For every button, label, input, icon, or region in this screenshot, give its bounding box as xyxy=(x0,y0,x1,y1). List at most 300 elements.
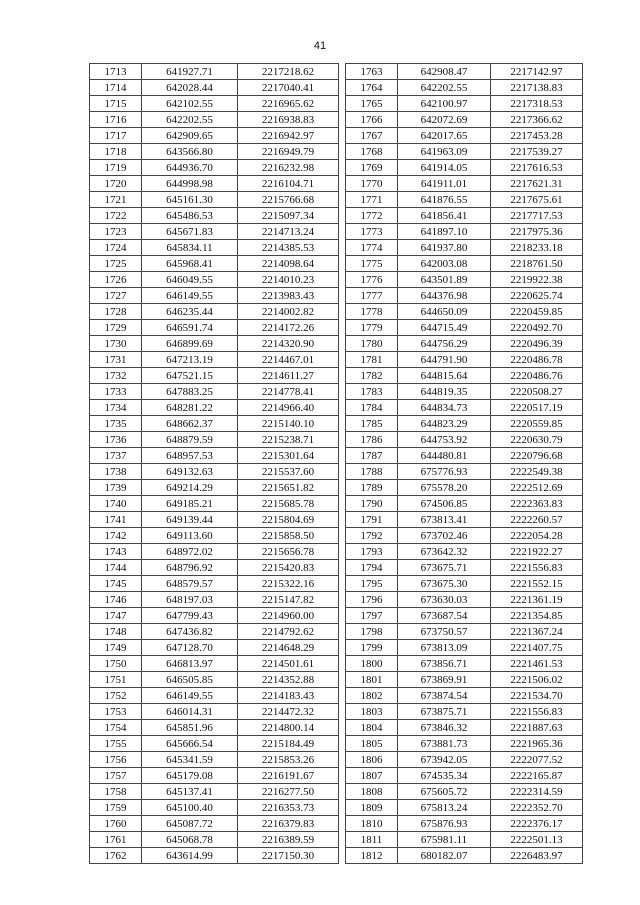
x-coordinate-cell: 642202.55 xyxy=(142,112,238,128)
y-coordinate-cell: 2215685.78 xyxy=(238,496,339,512)
y-coordinate-cell: 2215853.26 xyxy=(238,752,339,768)
table-row xyxy=(346,384,583,400)
y-coordinate-cell: 2217539.27 xyxy=(491,144,583,160)
point-number-cell: 1785 xyxy=(346,416,398,432)
table-row xyxy=(90,368,339,384)
table-row xyxy=(90,640,339,656)
point-number-cell: 1800 xyxy=(346,656,398,672)
x-coordinate-cell: 643501.89 xyxy=(398,272,491,288)
table-row xyxy=(90,624,339,640)
y-coordinate-cell: 2214172.26 xyxy=(238,320,339,336)
y-coordinate-cell: 2222165.87 xyxy=(491,768,583,784)
table-row xyxy=(90,480,339,496)
x-coordinate-cell: 673750.57 xyxy=(398,624,491,640)
x-coordinate-cell: 673675.71 xyxy=(398,560,491,576)
point-number-cell: 1803 xyxy=(346,704,398,720)
point-number-cell: 1723 xyxy=(90,224,142,240)
x-coordinate-cell: 675578.20 xyxy=(398,480,491,496)
point-number-cell: 1760 xyxy=(90,816,142,832)
table-row xyxy=(346,800,583,816)
table-row xyxy=(90,208,339,224)
point-number-cell: 1782 xyxy=(346,368,398,384)
point-number-cell: 1750 xyxy=(90,656,142,672)
table-row xyxy=(346,720,583,736)
y-coordinate-cell: 2214966.40 xyxy=(238,400,339,416)
y-coordinate-cell: 2214611.27 xyxy=(238,368,339,384)
x-coordinate-cell: 641897.10 xyxy=(398,224,491,240)
table-row xyxy=(90,736,339,752)
y-coordinate-cell: 2215097.34 xyxy=(238,208,339,224)
point-number-cell: 1776 xyxy=(346,272,398,288)
point-number-cell: 1737 xyxy=(90,448,142,464)
table-row xyxy=(90,384,339,400)
table-row xyxy=(346,304,583,320)
table-row xyxy=(90,576,339,592)
x-coordinate-cell: 673675.30 xyxy=(398,576,491,592)
y-coordinate-cell: 2214713.24 xyxy=(238,224,339,240)
y-coordinate-cell: 2215656.78 xyxy=(238,544,339,560)
table-row xyxy=(90,560,339,576)
x-coordinate-cell: 645100.40 xyxy=(142,800,238,816)
x-coordinate-cell: 642908.47 xyxy=(398,64,491,80)
x-coordinate-cell: 646149.55 xyxy=(142,288,238,304)
point-number-cell: 1788 xyxy=(346,464,398,480)
table-row xyxy=(346,752,583,768)
table-row xyxy=(346,832,583,848)
y-coordinate-cell: 2217616.53 xyxy=(491,160,583,176)
table-row xyxy=(90,304,339,320)
table-row xyxy=(90,96,339,112)
y-coordinate-cell: 2217975.36 xyxy=(491,224,583,240)
y-coordinate-cell: 2222314.59 xyxy=(491,784,583,800)
y-coordinate-cell: 2215420.83 xyxy=(238,560,339,576)
x-coordinate-cell: 644753.92 xyxy=(398,432,491,448)
x-coordinate-cell: 673630.03 xyxy=(398,592,491,608)
table-row xyxy=(90,608,339,624)
y-coordinate-cell: 2221461.53 xyxy=(491,656,583,672)
y-coordinate-cell: 2215537.60 xyxy=(238,464,339,480)
point-number-cell: 1783 xyxy=(346,384,398,400)
point-number-cell: 1742 xyxy=(90,528,142,544)
coordinate-table-right xyxy=(345,63,583,864)
point-number-cell: 1808 xyxy=(346,784,398,800)
x-coordinate-cell: 645137.41 xyxy=(142,784,238,800)
x-coordinate-cell: 645179.08 xyxy=(142,768,238,784)
y-coordinate-cell: 2221556.83 xyxy=(491,704,583,720)
y-coordinate-cell: 2219922.38 xyxy=(491,272,583,288)
x-coordinate-cell: 646014.31 xyxy=(142,704,238,720)
table-row xyxy=(346,704,583,720)
y-coordinate-cell: 2214010.23 xyxy=(238,272,339,288)
table-row xyxy=(346,192,583,208)
point-number-cell: 1753 xyxy=(90,704,142,720)
point-number-cell: 1801 xyxy=(346,672,398,688)
y-coordinate-cell: 2217040.41 xyxy=(238,80,339,96)
table-row xyxy=(90,176,339,192)
y-coordinate-cell: 2214002.82 xyxy=(238,304,339,320)
table-row xyxy=(346,688,583,704)
point-number-cell: 1780 xyxy=(346,336,398,352)
point-number-cell: 1719 xyxy=(90,160,142,176)
point-number-cell: 1749 xyxy=(90,640,142,656)
table-row xyxy=(346,368,583,384)
point-number-cell: 1798 xyxy=(346,624,398,640)
y-coordinate-cell: 2222549.38 xyxy=(491,464,583,480)
x-coordinate-cell: 645161.30 xyxy=(142,192,238,208)
x-coordinate-cell: 673856.71 xyxy=(398,656,491,672)
point-number-cell: 1757 xyxy=(90,768,142,784)
y-coordinate-cell: 2216389.59 xyxy=(238,832,339,848)
point-number-cell: 1793 xyxy=(346,544,398,560)
table-row xyxy=(346,256,583,272)
x-coordinate-cell: 648662.37 xyxy=(142,416,238,432)
y-coordinate-cell: 2221367.24 xyxy=(491,624,583,640)
x-coordinate-cell: 646899.69 xyxy=(142,336,238,352)
point-number-cell: 1762 xyxy=(90,848,142,864)
point-number-cell: 1805 xyxy=(346,736,398,752)
table-row xyxy=(346,464,583,480)
x-coordinate-cell: 649132.63 xyxy=(142,464,238,480)
y-coordinate-cell: 2226483.97 xyxy=(491,848,583,864)
point-number-cell: 1734 xyxy=(90,400,142,416)
point-number-cell: 1796 xyxy=(346,592,398,608)
table-row xyxy=(90,848,339,864)
x-coordinate-cell: 641876.55 xyxy=(398,192,491,208)
table-row xyxy=(90,752,339,768)
page-number: 41 xyxy=(313,40,327,52)
y-coordinate-cell: 2214501.61 xyxy=(238,656,339,672)
table-row xyxy=(90,240,339,256)
table-row xyxy=(346,112,583,128)
point-number-cell: 1730 xyxy=(90,336,142,352)
table-row xyxy=(90,416,339,432)
point-number-cell: 1809 xyxy=(346,800,398,816)
point-number-cell: 1764 xyxy=(346,80,398,96)
y-coordinate-cell: 2221922.27 xyxy=(491,544,583,560)
y-coordinate-cell: 2221354.85 xyxy=(491,608,583,624)
y-coordinate-cell: 2216191.67 xyxy=(238,768,339,784)
table-row xyxy=(346,624,583,640)
x-coordinate-cell: 646049.55 xyxy=(142,272,238,288)
point-number-cell: 1774 xyxy=(346,240,398,256)
y-coordinate-cell: 2216965.62 xyxy=(238,96,339,112)
y-coordinate-cell: 2216949.79 xyxy=(238,144,339,160)
y-coordinate-cell: 2222363.83 xyxy=(491,496,583,512)
point-number-cell: 1751 xyxy=(90,672,142,688)
point-number-cell: 1755 xyxy=(90,736,142,752)
table-row xyxy=(90,112,339,128)
y-coordinate-cell: 2214352.88 xyxy=(238,672,339,688)
y-coordinate-cell: 2220625.74 xyxy=(491,288,583,304)
y-coordinate-cell: 2216277.50 xyxy=(238,784,339,800)
x-coordinate-cell: 648957.53 xyxy=(142,448,238,464)
point-number-cell: 1713 xyxy=(90,64,142,80)
y-coordinate-cell: 2214472.32 xyxy=(238,704,339,720)
point-number-cell: 1797 xyxy=(346,608,398,624)
x-coordinate-cell: 675605.72 xyxy=(398,784,491,800)
x-coordinate-cell: 673846.32 xyxy=(398,720,491,736)
x-coordinate-cell: 645851.96 xyxy=(142,720,238,736)
x-coordinate-cell: 673702.46 xyxy=(398,528,491,544)
x-coordinate-cell: 644376.98 xyxy=(398,288,491,304)
x-coordinate-cell: 642028.44 xyxy=(142,80,238,96)
y-coordinate-cell: 2221887.63 xyxy=(491,720,583,736)
table-row xyxy=(90,400,339,416)
point-number-cell: 1791 xyxy=(346,512,398,528)
x-coordinate-cell: 649185.21 xyxy=(142,496,238,512)
y-coordinate-cell: 2215301.64 xyxy=(238,448,339,464)
x-coordinate-cell: 644480.81 xyxy=(398,448,491,464)
point-number-cell: 1810 xyxy=(346,816,398,832)
point-number-cell: 1765 xyxy=(346,96,398,112)
table-row xyxy=(90,224,339,240)
x-coordinate-cell: 644819.35 xyxy=(398,384,491,400)
table-row xyxy=(90,544,339,560)
point-number-cell: 1775 xyxy=(346,256,398,272)
x-coordinate-cell: 673881.73 xyxy=(398,736,491,752)
table-row xyxy=(90,432,339,448)
table-row xyxy=(90,288,339,304)
table-row xyxy=(346,736,583,752)
y-coordinate-cell: 2220796.68 xyxy=(491,448,583,464)
point-number-cell: 1806 xyxy=(346,752,398,768)
x-coordinate-cell: 641963.09 xyxy=(398,144,491,160)
point-number-cell: 1732 xyxy=(90,368,142,384)
x-coordinate-cell: 642003.08 xyxy=(398,256,491,272)
table-row xyxy=(346,80,583,96)
y-coordinate-cell: 2216104.71 xyxy=(238,176,339,192)
y-coordinate-cell: 2217621.31 xyxy=(491,176,583,192)
y-coordinate-cell: 2214098.64 xyxy=(238,256,339,272)
point-number-cell: 1731 xyxy=(90,352,142,368)
y-coordinate-cell: 2215184.49 xyxy=(238,736,339,752)
x-coordinate-cell: 644834.73 xyxy=(398,400,491,416)
point-number-cell: 1740 xyxy=(90,496,142,512)
y-coordinate-cell: 2214800.14 xyxy=(238,720,339,736)
table-row xyxy=(90,464,339,480)
y-coordinate-cell: 2221361.19 xyxy=(491,592,583,608)
point-number-cell: 1722 xyxy=(90,208,142,224)
x-coordinate-cell: 648579.57 xyxy=(142,576,238,592)
table-row xyxy=(90,352,339,368)
y-coordinate-cell: 2222512.69 xyxy=(491,480,583,496)
table-row xyxy=(90,256,339,272)
x-coordinate-cell: 647213.19 xyxy=(142,352,238,368)
table-row xyxy=(90,592,339,608)
point-number-cell: 1784 xyxy=(346,400,398,416)
point-number-cell: 1726 xyxy=(90,272,142,288)
point-number-cell: 1746 xyxy=(90,592,142,608)
coordinate-table-left xyxy=(89,63,339,864)
table-row xyxy=(90,272,339,288)
point-number-cell: 1759 xyxy=(90,800,142,816)
table-row xyxy=(346,240,583,256)
y-coordinate-cell: 2218233.18 xyxy=(491,240,583,256)
table-row xyxy=(346,496,583,512)
table-row xyxy=(90,688,339,704)
y-coordinate-cell: 2222054.28 xyxy=(491,528,583,544)
table-row xyxy=(90,160,339,176)
point-number-cell: 1739 xyxy=(90,480,142,496)
x-coordinate-cell: 644756.29 xyxy=(398,336,491,352)
x-coordinate-cell: 675981.11 xyxy=(398,832,491,848)
x-coordinate-cell: 674535.34 xyxy=(398,768,491,784)
point-number-cell: 1717 xyxy=(90,128,142,144)
y-coordinate-cell: 2220630.79 xyxy=(491,432,583,448)
point-number-cell: 1758 xyxy=(90,784,142,800)
y-coordinate-cell: 2215804.69 xyxy=(238,512,339,528)
y-coordinate-cell: 2215238.71 xyxy=(238,432,339,448)
table-row xyxy=(346,784,583,800)
table-row xyxy=(346,544,583,560)
point-number-cell: 1811 xyxy=(346,832,398,848)
x-coordinate-cell: 648281.22 xyxy=(142,400,238,416)
y-coordinate-cell: 2220459.85 xyxy=(491,304,583,320)
table-row xyxy=(346,224,583,240)
x-coordinate-cell: 644936.70 xyxy=(142,160,238,176)
y-coordinate-cell: 2222260.57 xyxy=(491,512,583,528)
table-row xyxy=(90,672,339,688)
point-number-cell: 1756 xyxy=(90,752,142,768)
table-row xyxy=(90,512,339,528)
y-coordinate-cell: 2221556.83 xyxy=(491,560,583,576)
point-number-cell: 1779 xyxy=(346,320,398,336)
point-number-cell: 1761 xyxy=(90,832,142,848)
y-coordinate-cell: 2216353.73 xyxy=(238,800,339,816)
y-coordinate-cell: 2215147.82 xyxy=(238,592,339,608)
y-coordinate-cell: 2215651.82 xyxy=(238,480,339,496)
y-coordinate-cell: 2221534.70 xyxy=(491,688,583,704)
table-row xyxy=(346,576,583,592)
y-coordinate-cell: 2218761.50 xyxy=(491,256,583,272)
point-number-cell: 1724 xyxy=(90,240,142,256)
point-number-cell: 1767 xyxy=(346,128,398,144)
x-coordinate-cell: 644650.09 xyxy=(398,304,491,320)
table-row xyxy=(346,672,583,688)
point-number-cell: 1771 xyxy=(346,192,398,208)
y-coordinate-cell: 2221552.15 xyxy=(491,576,583,592)
table-row xyxy=(346,144,583,160)
y-coordinate-cell: 2215858.50 xyxy=(238,528,339,544)
x-coordinate-cell: 673875.71 xyxy=(398,704,491,720)
table-row xyxy=(90,448,339,464)
x-coordinate-cell: 646591.74 xyxy=(142,320,238,336)
y-coordinate-cell: 2214467.01 xyxy=(238,352,339,368)
y-coordinate-cell: 2222376.17 xyxy=(491,816,583,832)
point-number-cell: 1778 xyxy=(346,304,398,320)
y-coordinate-cell: 2217675.61 xyxy=(491,192,583,208)
y-coordinate-cell: 2217150.30 xyxy=(238,848,339,864)
x-coordinate-cell: 680182.07 xyxy=(398,848,491,864)
point-number-cell: 1777 xyxy=(346,288,398,304)
table-row xyxy=(346,96,583,112)
table-row xyxy=(346,128,583,144)
point-number-cell: 1781 xyxy=(346,352,398,368)
x-coordinate-cell: 673813.09 xyxy=(398,640,491,656)
y-coordinate-cell: 2215140.10 xyxy=(238,416,339,432)
point-number-cell: 1786 xyxy=(346,432,398,448)
point-number-cell: 1745 xyxy=(90,576,142,592)
x-coordinate-cell: 644998.98 xyxy=(142,176,238,192)
x-coordinate-cell: 641856.41 xyxy=(398,208,491,224)
y-coordinate-cell: 2220496.39 xyxy=(491,336,583,352)
table-row xyxy=(90,528,339,544)
x-coordinate-cell: 649214.29 xyxy=(142,480,238,496)
table-row xyxy=(346,64,583,80)
table-row xyxy=(90,128,339,144)
table-row xyxy=(90,720,339,736)
y-coordinate-cell: 2214960.00 xyxy=(238,608,339,624)
x-coordinate-cell: 642909.65 xyxy=(142,128,238,144)
table-row xyxy=(90,784,339,800)
x-coordinate-cell: 645968.41 xyxy=(142,256,238,272)
table-row xyxy=(346,528,583,544)
y-coordinate-cell: 2220492.70 xyxy=(491,320,583,336)
point-number-cell: 1743 xyxy=(90,544,142,560)
point-number-cell: 1794 xyxy=(346,560,398,576)
point-number-cell: 1773 xyxy=(346,224,398,240)
table-row xyxy=(346,848,583,864)
point-number-cell: 1716 xyxy=(90,112,142,128)
x-coordinate-cell: 648197.03 xyxy=(142,592,238,608)
x-coordinate-cell: 673687.54 xyxy=(398,608,491,624)
point-number-cell: 1802 xyxy=(346,688,398,704)
x-coordinate-cell: 644791.90 xyxy=(398,352,491,368)
point-number-cell: 1718 xyxy=(90,144,142,160)
table-row xyxy=(346,448,583,464)
x-coordinate-cell: 642072.69 xyxy=(398,112,491,128)
table-row xyxy=(90,320,339,336)
x-coordinate-cell: 641927.71 xyxy=(142,64,238,80)
table-row xyxy=(346,768,583,784)
x-coordinate-cell: 642017.65 xyxy=(398,128,491,144)
x-coordinate-cell: 647521.15 xyxy=(142,368,238,384)
x-coordinate-cell: 644715.49 xyxy=(398,320,491,336)
y-coordinate-cell: 2217142.97 xyxy=(491,64,583,80)
table-row xyxy=(346,512,583,528)
x-coordinate-cell: 673813.41 xyxy=(398,512,491,528)
x-coordinate-cell: 641911.01 xyxy=(398,176,491,192)
x-coordinate-cell: 646813.97 xyxy=(142,656,238,672)
table-row xyxy=(346,320,583,336)
table-row xyxy=(90,144,339,160)
x-coordinate-cell: 641937.80 xyxy=(398,240,491,256)
x-coordinate-cell: 675776.93 xyxy=(398,464,491,480)
table-row xyxy=(346,608,583,624)
y-coordinate-cell: 2216942.97 xyxy=(238,128,339,144)
point-number-cell: 1790 xyxy=(346,496,398,512)
x-coordinate-cell: 673642.32 xyxy=(398,544,491,560)
table-row xyxy=(346,208,583,224)
y-coordinate-cell: 2217366.62 xyxy=(491,112,583,128)
table-row xyxy=(90,768,339,784)
x-coordinate-cell: 646235.44 xyxy=(142,304,238,320)
point-number-cell: 1789 xyxy=(346,480,398,496)
x-coordinate-cell: 645666.54 xyxy=(142,736,238,752)
x-coordinate-cell: 642202.55 xyxy=(398,80,491,96)
y-coordinate-cell: 2220559.85 xyxy=(491,416,583,432)
y-coordinate-cell: 2222077.52 xyxy=(491,752,583,768)
x-coordinate-cell: 647799.43 xyxy=(142,608,238,624)
x-coordinate-cell: 645834.11 xyxy=(142,240,238,256)
y-coordinate-cell: 2220486.76 xyxy=(491,368,583,384)
y-coordinate-cell: 2214778.41 xyxy=(238,384,339,400)
x-coordinate-cell: 675876.93 xyxy=(398,816,491,832)
table-row xyxy=(346,336,583,352)
x-coordinate-cell: 649113.60 xyxy=(142,528,238,544)
point-number-cell: 1763 xyxy=(346,64,398,80)
x-coordinate-cell: 644815.64 xyxy=(398,368,491,384)
